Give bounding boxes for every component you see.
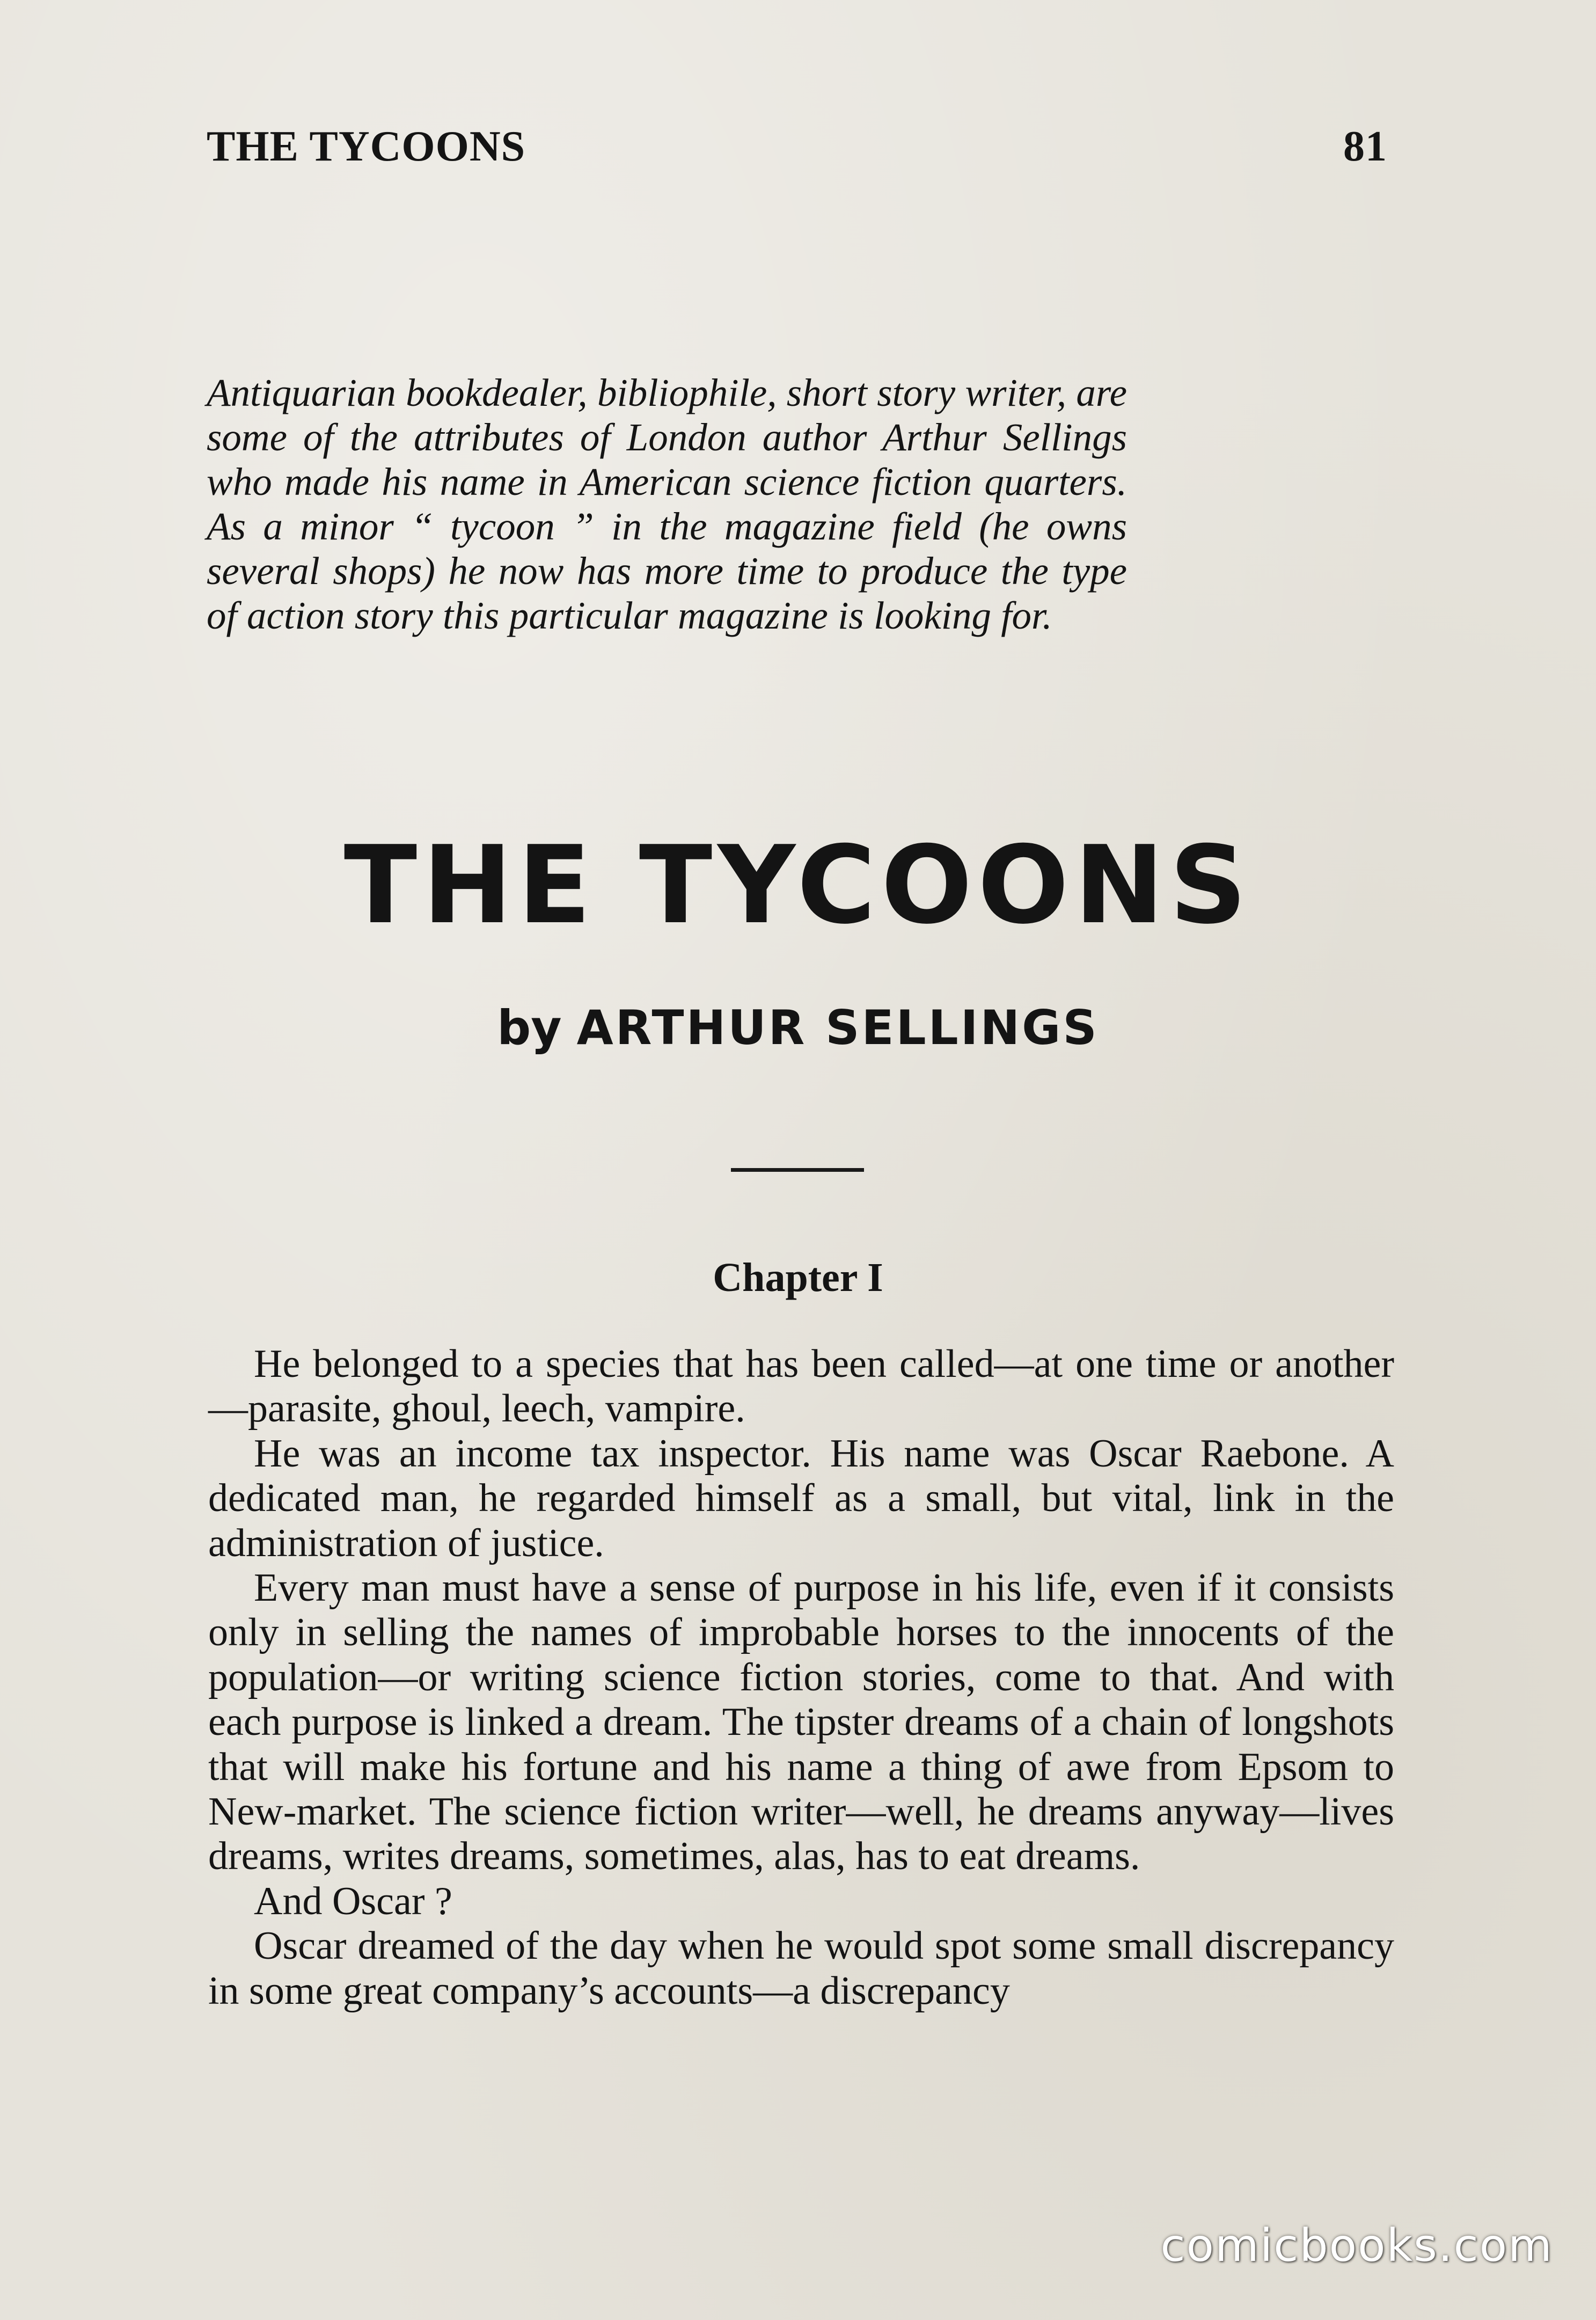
author-blurb: Antiquarian bookdealer, bibliophile, short story writer, are some of the attributes of London author Arthur Sellings who made his name in American science fiction quarters. As a minor “ tycoon ” in the magazine field (he owns several shops) he now has more time to produce the type of action story this particular magazine is looking for. bbox=[207, 371, 1127, 637]
page-number: 81 bbox=[1343, 123, 1387, 170]
paragraph: And Oscar ? bbox=[254, 1879, 452, 1923]
running-head-title: THE TYCOONS bbox=[207, 123, 526, 170]
site-watermark: comicbooks.com bbox=[1160, 2219, 1553, 2272]
byline bbox=[0, 998, 1596, 1057]
paragraph: Oscar dreamed of the day when he would spot some small discrepancy in some great company’s accounts—a discrepancy bbox=[208, 1924, 1394, 2013]
author-name: ARTHUR SELLINGS bbox=[576, 1000, 1099, 1055]
paragraph: Every man must have a sense of purpose in his life, even if it consists only in selling the names of improbable horses to the innocents of the population—or writing science fiction stories, come to that. And with each purpose is linked a dream. The tipster dreams of a chain of longshots that will make his fortune and his name a thing of awe from Epsom to New-market. The science fiction writer—well, he dreams anyway—lives dreams, writes dreams, sometimes, alas, has to eat dreams. bbox=[208, 1566, 1394, 1879]
story-body bbox=[208, 1342, 1394, 2013]
paragraph: He belonged to a species that has been called—at one time or another—parasite, ghoul, leech, vampire. bbox=[208, 1342, 1394, 1431]
paragraph: He was an income tax inspector. His name was Oscar Raebone. A dedicated man, he regarded himself as a small, but vital, link in the administration of justice. bbox=[208, 1431, 1394, 1565]
chapter-heading: Chapter I bbox=[713, 1255, 883, 1300]
title-divider bbox=[731, 1168, 864, 1172]
story-title: THE TYCOONS bbox=[343, 823, 1253, 948]
byline-by: by bbox=[497, 1000, 562, 1055]
running-head bbox=[207, 122, 1387, 181]
